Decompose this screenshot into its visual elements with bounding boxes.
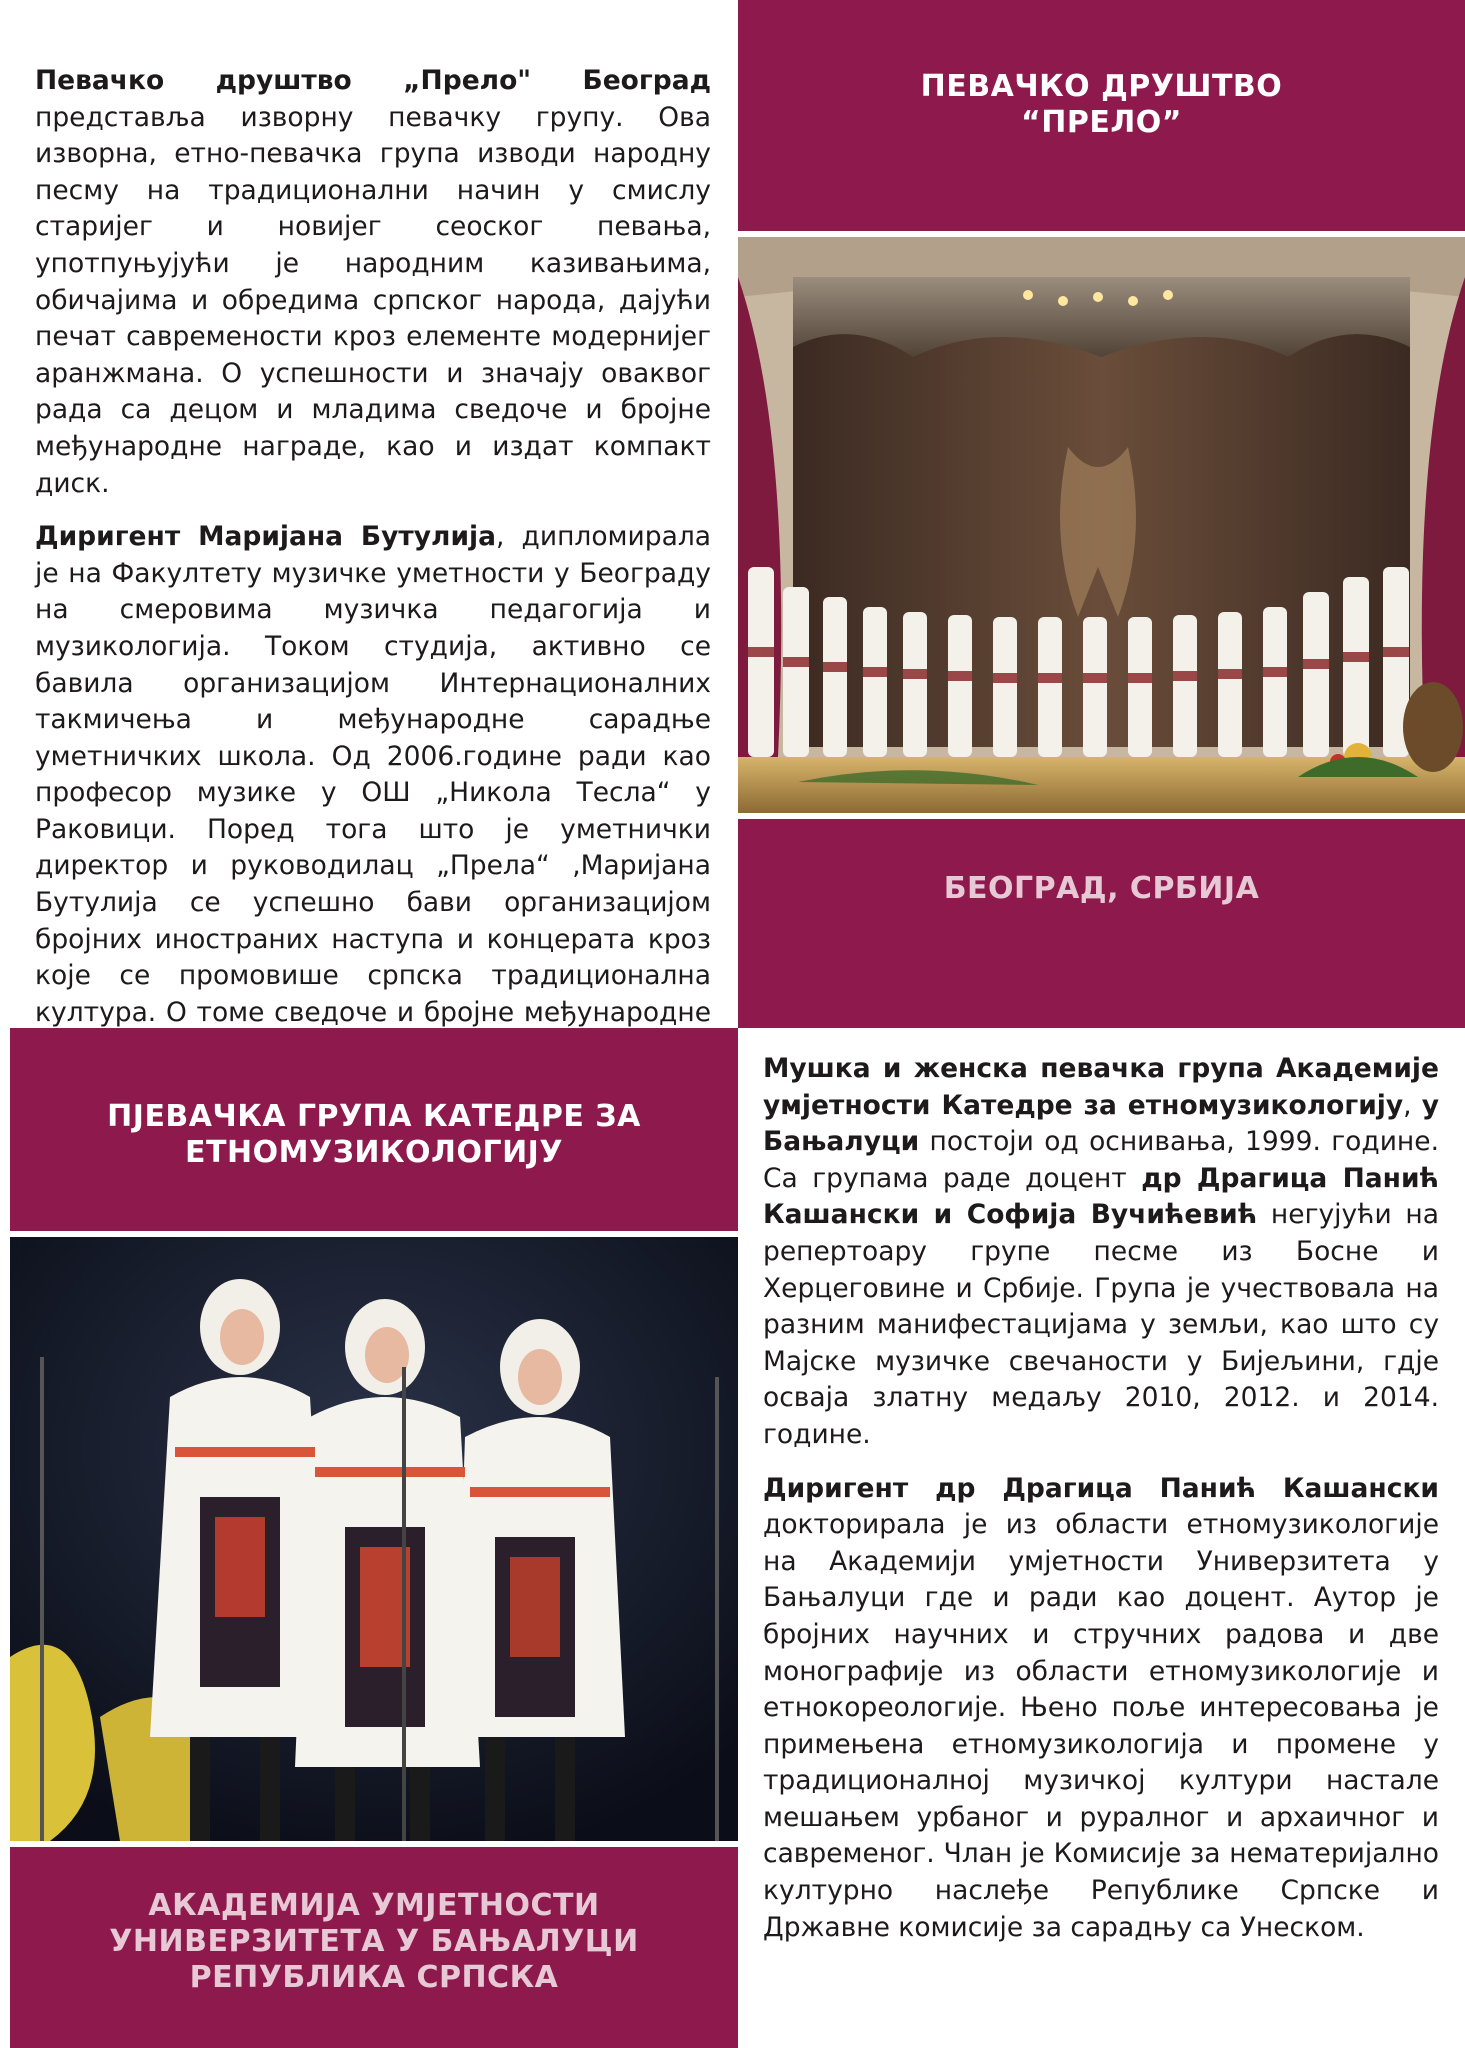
text-column-prelo bbox=[35, 63, 711, 1085]
academy-singers-photo bbox=[10, 1237, 738, 1841]
text-column-academy bbox=[763, 1051, 1439, 1963]
academy-heading-line-1: ПЈЕВАЧКА ГРУПА КАТЕДРЕ ЗА bbox=[107, 1099, 641, 1134]
prelo-heading bbox=[738, 40, 1465, 170]
paragraph-prelo-conductor: Диригент Маријана Бутулија, дипломирала је на Факултету музичке уметности у Београду на смеровима музичка педагогија и музикологија. Током студија, активно се бавила организацијом Интернационалних такмичења и међународне сарадње уметничких школа. Од 2006.године ради као професор музике у ОШ „Никола Тесла“ у Раковици. Поред тога што је уметнички директор и руководилац „Прела“ ,Маријана Бутулија се успешно бави организацијом бројних иностраних наступа и концерата кроз које се промовише српска традиционална култура. О томе сведоче и бројне међународне bbox=[35, 521, 711, 1028]
academy-institution-line-3: РЕПУБЛИКА СРПСКА bbox=[189, 1960, 559, 1995]
paragraph-academy-intro: Мушка и женска певачка група Академије умјетности Катедре за етномузикологију, у Бањалуци постоји од оснивања, 1999. године. Са групама раде доцент др Драгица Панић Кашански и Софија Вучићевић негујући на репертоару групе песме из Босне и Херцеговине и Србије. Група је учествовала на разним манифестацијама у земљи, као што су Мајске музичке свечаности у Бијељини, гдје осваја златну медаљу 2010, 2012. и 2014. године. bbox=[763, 1053, 1439, 1450]
prelo-choir-photo bbox=[738, 237, 1465, 813]
academy-heading bbox=[10, 1080, 738, 1190]
prelo-heading-line-2: “ПРЕЛО” bbox=[1021, 105, 1182, 140]
prelo-location bbox=[738, 819, 1465, 959]
academy-institution bbox=[10, 1847, 738, 2037]
paragraph-prelo-intro: Певачко друштво „Прело" Београд представља изворну певачку групу. Ова изворна, етно-певачка група изводи народну песму на традиционални начин у смислу старијег и новијег сеоског певања, употпуњујући је народним казивањима, обичајима и обредима српског народа, дајући печат савремености кроз елементе модернијег аранжмана. О успешности и значају оваквог рада са децом и младима сведоче и бројне међународне награде, као и издат компакт диск. bbox=[35, 65, 711, 499]
academy-heading-line-2: ЕТНОМУЗИКОЛОГИЈУ bbox=[185, 1135, 563, 1170]
academy-institution-line-1: АКАДЕМИЈА УМЈЕТНОСТИ bbox=[148, 1888, 600, 1923]
prelo-location-text: БЕОГРАД, СРБИЈА bbox=[943, 871, 1260, 906]
academy-institution-line-2: УНИВЕРЗИТЕТА У БАЊАЛУЦИ bbox=[109, 1924, 639, 1959]
prelo-heading-line-1: ПЕВАЧКО ДРУШТВО bbox=[920, 69, 1283, 104]
paragraph-academy-conductor: Диригент др Драгица Панић Кашански докторирала је из области етномузикологије на Академији умјетности Универзитета у Бањалуци где и ради као доцент. Аутор је бројних научних и стручних радова и две монографије из области етномузикологије и етнокореологије. Њено поље интересовања је примењена етномузикологија и промене у традиционалној музичкој култури настале мешањем урбаног и руралног и архаичног и савременог. Члан је Комисије за нематеријално културно наслеђе Републике Српске и Државне комисије за сарадњу са Унеском. bbox=[763, 1472, 1439, 1943]
